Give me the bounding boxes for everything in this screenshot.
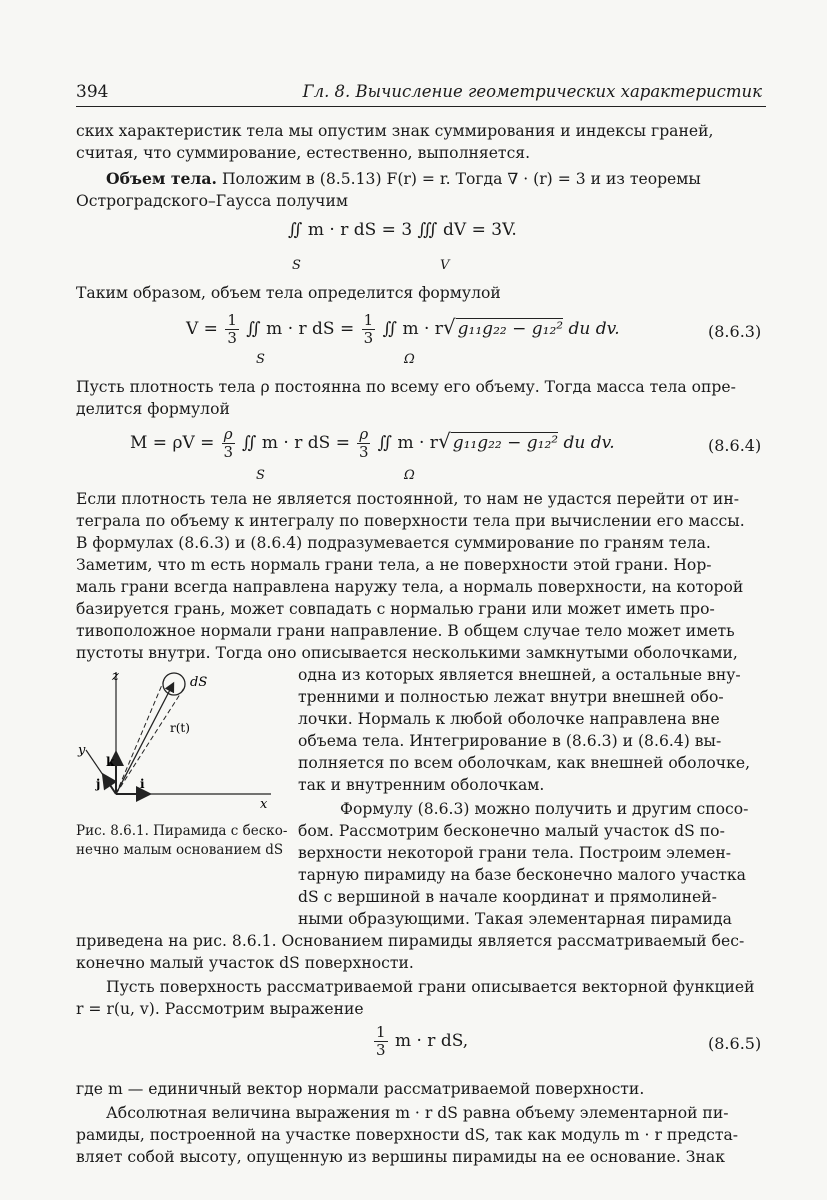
- text-line: ными образующими. Такая элементарная пирамида: [298, 910, 732, 928]
- fraction-denominator: 3: [376, 1041, 386, 1059]
- eq-right: ∬ m · r: [377, 433, 438, 453]
- text-line: лочки. Нормаль к любой оболочке направлена вне: [298, 710, 720, 728]
- fraction: [362, 312, 376, 347]
- fraction-denominator: 3: [227, 329, 237, 347]
- text-line: приведена на рис. 8.6.1. Основанием пирамиды является рассматриваемый бес-: [76, 932, 745, 950]
- pyramid-edge: [116, 688, 184, 794]
- pyramid-figure: [76, 662, 286, 822]
- fraction-denominator: 3: [363, 329, 374, 347]
- eq-mid: ∬ m · r dS =: [242, 433, 350, 453]
- text-line: объема тела. Интегрирование в (8.6.3) и (8.6.4) вы-: [298, 732, 722, 750]
- equation-8-6-3: [186, 312, 620, 347]
- text-line: В формулах (8.6.3) и (8.6.4) подразумевается суммирование по граням тела.: [76, 534, 711, 552]
- fraction-numerator: 1: [227, 311, 237, 329]
- equation-number: (8.6.5): [708, 1034, 762, 1053]
- text-line: рамиды, построенной на участке поверхности dS, так как модуль m · r предста-: [76, 1126, 739, 1144]
- fraction: [374, 1024, 388, 1059]
- sqrt-radicand: g₁₁g₂₂ − g₁₂²: [457, 319, 564, 339]
- text-line: Если плотность тела не является постоянной, то нам не удастся перейти от ин-: [76, 490, 739, 508]
- text-line: r = r(u, v). Рассмотрим выражение: [76, 1000, 364, 1018]
- equation-volume-gauss: ∬ m · r dS = 3 ∭ dV = 3V.: [288, 220, 517, 240]
- text-line: бом. Рассмотрим бесконечно малый участок dS по-: [298, 822, 725, 840]
- eq-mid: ∬ m · r dS =: [246, 319, 355, 339]
- page-number: 394: [76, 82, 109, 102]
- text-line: тренними и полностью лежат внутри внешней обо-: [298, 688, 724, 706]
- sqrt-sign: √: [442, 315, 456, 339]
- text-line: Пусть поверхность рассматриваемой грани описывается векторной функцией: [106, 978, 755, 996]
- equation-number: (8.6.4): [708, 436, 762, 455]
- text-line: так и внутренним оболочкам.: [298, 776, 545, 794]
- eq-left: V =: [186, 319, 218, 339]
- figure-caption: [76, 822, 287, 860]
- eq-expr: m · r dS,: [394, 1031, 469, 1051]
- caption-line: Рис. 8.6.1. Пирамида с беско-: [76, 823, 288, 839]
- page-header: [76, 78, 766, 107]
- fraction-numerator: 1: [363, 311, 374, 329]
- label-y: y: [78, 743, 86, 758]
- integral-limit: S: [256, 468, 265, 483]
- integral-limit: Ω: [404, 468, 415, 483]
- text-line: где m — единичный вектор нормали рассматриваемой поверхности.: [76, 1080, 645, 1098]
- label-j: j: [96, 777, 101, 791]
- label-r: r(t): [170, 721, 190, 735]
- eq-right: ∬ m · r: [382, 319, 443, 339]
- eq-tail: du dv.: [568, 319, 620, 339]
- label-z: z: [112, 669, 119, 684]
- fraction-numerator: ρ: [223, 425, 233, 443]
- j-vector: [104, 776, 116, 794]
- text-line: Остроградского–Гаусса получим: [76, 192, 348, 210]
- text-line: Заметим, что m есть нормаль грани тела, а не поверхности этой грани. Нор-: [76, 556, 712, 574]
- text-line: теграла по объему к интегралу по поверхности тела при вычислении его массы.: [76, 512, 745, 530]
- fraction-numerator: 1: [376, 1023, 386, 1041]
- text-line: маль грани всегда направлена наружу тела, а нормаль поверхности, на которой: [76, 578, 744, 596]
- label-k: k: [106, 755, 115, 769]
- fraction-numerator: ρ: [359, 425, 369, 443]
- eq-tail: du dv.: [563, 433, 615, 453]
- text-line: dS с вершиной в начале координат и прямолиней-: [298, 888, 717, 906]
- fraction: [222, 426, 235, 461]
- text-line: конечно малый участок dS поверхности.: [76, 954, 414, 972]
- text-line: одна из которых является внешней, а остальные вну-: [298, 666, 741, 684]
- caption-line: нечно малым основанием dS: [76, 842, 284, 858]
- text-line: базируется грань, может совпадать с нормалью грани или может иметь про-: [76, 600, 715, 618]
- fraction-denominator: 3: [359, 443, 369, 461]
- integral-limit: Ω: [404, 352, 415, 367]
- text-line: полняется по всем оболочкам, как внешней оболочке,: [298, 754, 751, 772]
- text-line: делится формулой: [76, 400, 230, 418]
- equation-8-6-5: [372, 1024, 468, 1059]
- text-line: Пусть плотность тела ρ постоянна по всему его объему. Тогда масса тела опре-: [76, 378, 736, 396]
- sqrt-sign: √: [437, 429, 451, 453]
- integral-limit: S: [256, 352, 265, 367]
- text-line: ских характеристик тела мы опустим знак суммирования и индексы граней,: [76, 122, 714, 140]
- label-ds: dS: [190, 675, 208, 690]
- fraction: [357, 426, 370, 461]
- text-line: тивоположное нормали грани направление. В общем случае тело может иметь: [76, 622, 735, 640]
- integral-limit: V: [440, 258, 450, 273]
- text-line: вляет собой высоту, опущенную из вершины пирамиды на ее основание. Знак: [76, 1148, 725, 1166]
- integral-limit: S: [292, 258, 301, 273]
- text-line: пустоты внутри. Тогда оно описывается несколькими замкнутыми оболочками,: [76, 644, 738, 662]
- text-line: Положим в (8.5.13) F(r) = r. Тогда ∇ · (r) = 3 и из теоремы: [221, 170, 701, 188]
- text-line: считая, что суммирование, естественно, выполняется.: [76, 144, 531, 162]
- fraction: [225, 312, 239, 347]
- equation-number: (8.6.3): [708, 322, 762, 341]
- text-line: верхности некоторой грани тела. Построим элемен-: [298, 844, 732, 862]
- text-line: Абсолютная величина выражения m · r dS равна объему элементарной пи-: [106, 1104, 729, 1122]
- label-i: i: [140, 777, 145, 791]
- text-line: тарную пирамиду на базе бесконечно малого участка: [298, 866, 746, 884]
- section-heading: Объем тела.: [106, 169, 217, 188]
- equation-8-6-4: [130, 426, 615, 461]
- text-line: Формулу (8.6.3) можно получить и другим спосо-: [340, 800, 749, 818]
- text-line: Таким образом, объем тела определится формулой: [76, 284, 501, 302]
- ds-patch: [163, 673, 185, 695]
- label-x: x: [260, 797, 268, 812]
- eq-left: M = ρV =: [130, 433, 215, 453]
- fraction-denominator: 3: [223, 443, 233, 461]
- volume-heading-line: [106, 168, 701, 190]
- running-title: Гл. 8. Вычисление геометрических характеристик: [302, 82, 762, 101]
- sqrt-radicand: g₁₁g₂₂ − g₁₂²: [452, 433, 559, 453]
